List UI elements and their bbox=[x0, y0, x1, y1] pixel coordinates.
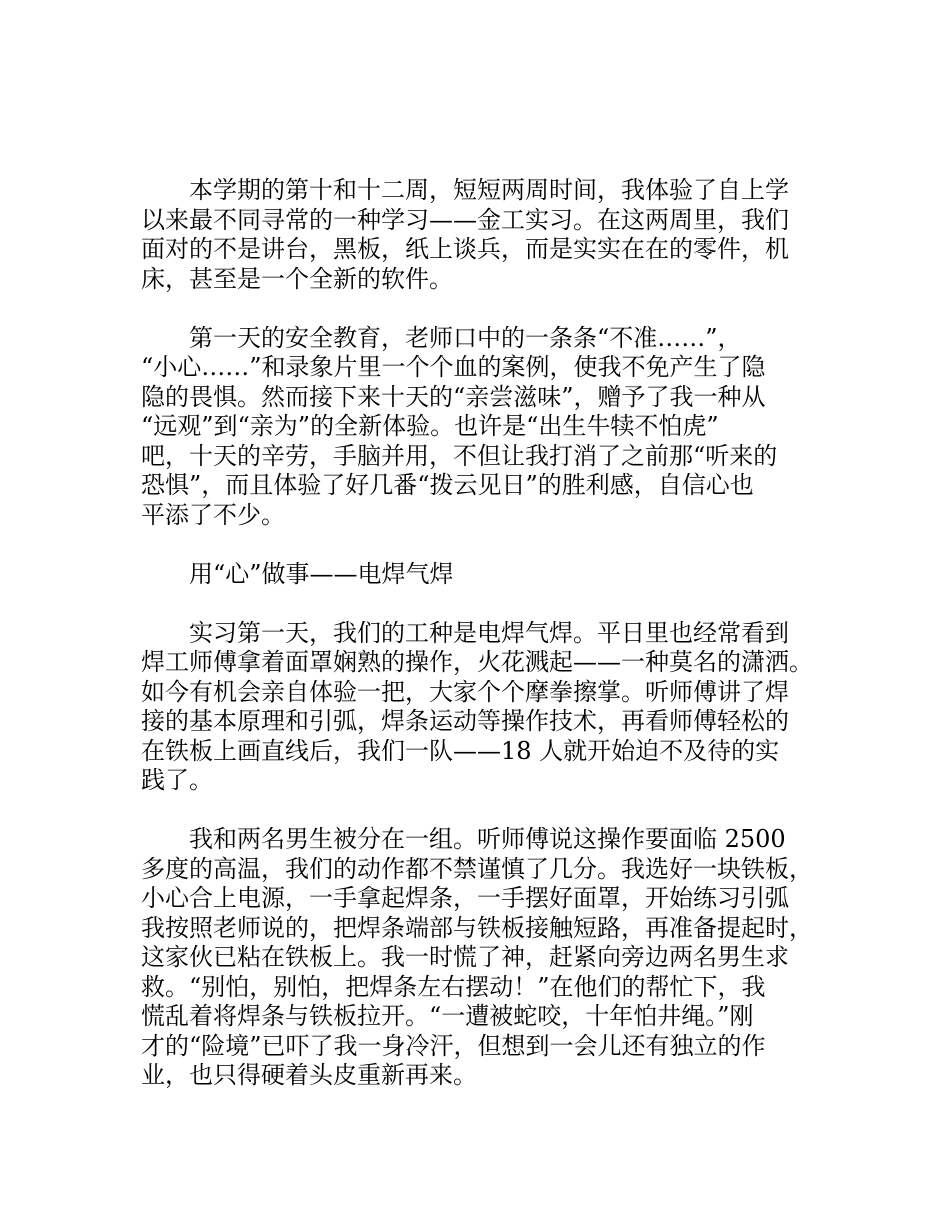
paragraph-line: “小心……”和录象片里一个个血的案例，使我不免产生了隐 bbox=[141, 353, 766, 381]
paragraph-line: 实习第一天，我们的工种是电焊气焊。平日里也经常看到 bbox=[189, 618, 789, 647]
paragraph bbox=[141, 619, 831, 796]
paragraph bbox=[141, 560, 831, 590]
paragraph bbox=[141, 825, 831, 1091]
paragraph-line: 隐的畏惧。然而接下来十天的“亲尝滋味”，赠予了我一种从 bbox=[141, 382, 766, 411]
paragraph-line: 第一天的安全教育，老师口中的一条条“不准……”， bbox=[189, 323, 742, 352]
paragraph-line: 救。“别怕，别怕，把焊条左右摆动！”在他们的帮忙下，我 bbox=[141, 972, 766, 1001]
paragraph-line: 在铁板上画直线后，我们一队——18 人就开始迫不及待的实 bbox=[141, 736, 780, 765]
paragraph-line: 践了。 bbox=[141, 766, 213, 794]
paragraph-line: “远观”到“亲为”的全新体验。也许是“出生牛犊不怕虎” bbox=[141, 412, 719, 440]
paragraph-line: 床，甚至是一个全新的软件。 bbox=[141, 264, 453, 293]
paragraph-line: 如今有机会亲自体验一把，大家个个摩拳擦掌。听师傅讲了焊 bbox=[141, 677, 789, 706]
paragraph-line: 平添了不少。 bbox=[141, 500, 285, 529]
paragraph-line: 慌乱着将焊条与铁板拉开。“一遭被蛇咬，十年怕井绳。”刚 bbox=[141, 1002, 754, 1030]
paragraph-line: 多度的高温，我们的动作都不禁谨慎了几分。我选好一块铁板， bbox=[141, 854, 813, 883]
paragraph-line: 吧，十天的辛劳，手脑并用，不但让我打消了之前那“听来的 bbox=[141, 441, 778, 470]
paragraph-line: 才的“险境”已吓了我一身冷汗，但想到一会儿还有独立的作 bbox=[141, 1031, 766, 1060]
paragraph-line: 接的基本原理和引弧，焊条运动等操作技术，再看师傅轻松的 bbox=[141, 707, 789, 735]
paragraph-line: 用“心”做事——电焊气焊 bbox=[189, 559, 454, 588]
document-body bbox=[141, 176, 831, 1120]
paragraph bbox=[141, 176, 831, 294]
paragraph bbox=[141, 324, 831, 531]
paragraph-line: 以来最不同寻常的一种学习——金工实习。在这两周里，我们 bbox=[141, 205, 789, 234]
paragraph-line: 这家伙已粘在铁板上。我一时慌了神，赶紧向旁边两名男生求 bbox=[141, 943, 789, 971]
paragraph-line: 我按照老师说的，把焊条端部与铁板接触短路，再准备提起时， bbox=[141, 913, 813, 942]
paragraph-line: 小心合上电源，一手拿起焊条，一手摆好面罩，开始练习引弧 bbox=[141, 884, 789, 912]
paragraph-line: 面对的不是讲台，黑板，纸上谈兵，而是实实在在的零件，机 bbox=[141, 235, 789, 263]
paragraph-line: 本学期的第十和十二周，短短两周时间，我体验了自上学 bbox=[189, 176, 789, 204]
paragraph-line: 恐惧”，而且体验了好几番“拨云见日”的胜利感，自信心也 bbox=[141, 471, 754, 499]
paragraph-line: 焊工师傅拿着面罩娴熟的操作，火花溅起——一种莫名的潇洒。 bbox=[141, 648, 813, 676]
paragraph-line: 我和两名男生被分在一组。听师傅说这操作要面临 2500 bbox=[189, 825, 786, 853]
paragraph-line: 业，也只得硬着头皮重新再来。 bbox=[141, 1061, 477, 1089]
